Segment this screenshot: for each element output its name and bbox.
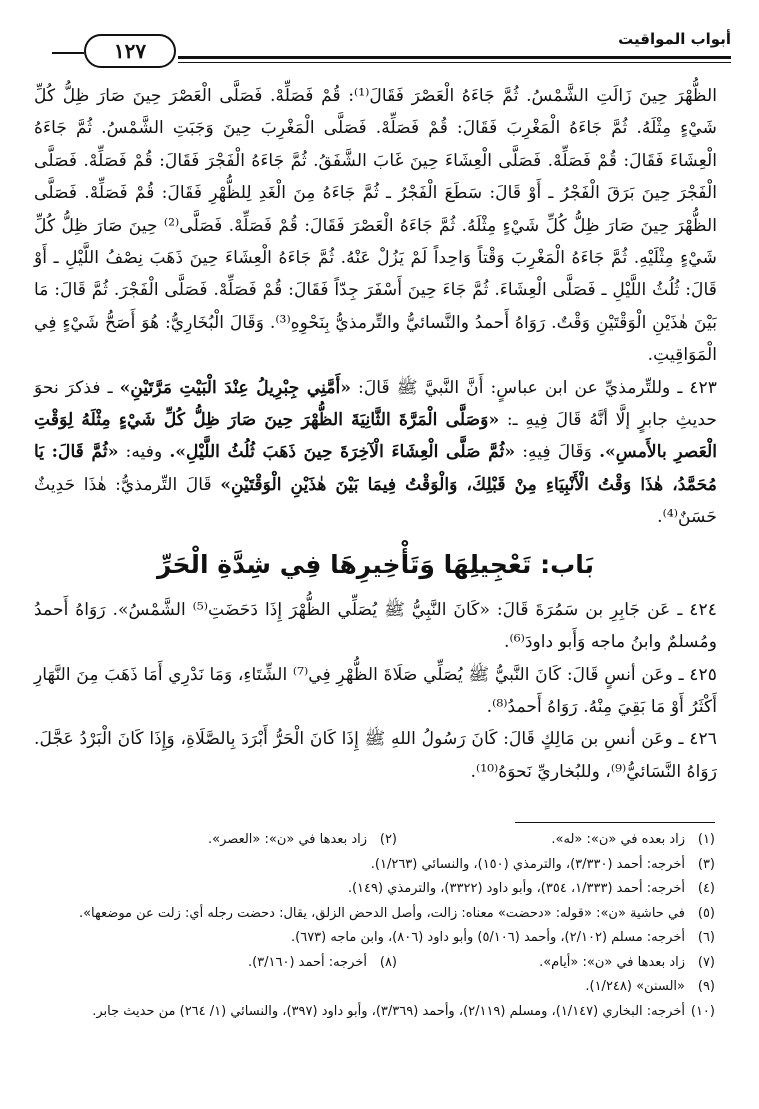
footnote-number: (٩) (697, 979, 715, 994)
hadith-423-end: قَالَ التِّرمذيُّ: هٰذَا حَدِيثٌ حَسَنٌ⁽⁴⁾. (34, 474, 717, 528)
footnote-text: أخرجه: مسلم (٢/١٠٢)، وأحمد (٥/١٠٦) وأبو داود (٨٠٦)، وابن ماجه (٦٧٣). (291, 930, 685, 945)
running-title: أبواب المواقيت (618, 30, 731, 48)
chapter-heading: بَاب: تَعْجِيلِهَا وَتَأْخِيرِهَا فِي شِدَّةِ الْحَرِّ (156, 549, 594, 579)
page-number: ١٢٧ (84, 34, 176, 68)
footnotes (34, 828, 715, 1024)
footnote-7 (397, 951, 715, 976)
footnote-6 (34, 926, 715, 951)
footnote-10 (34, 1000, 715, 1025)
hadith-424: ٤٢٤ ـ عَن جَابِرِ بن سَمُرَةَ قَالَ: «كَانَ النَّبِيُّ ﷺ يُصَلِّي الظُّهْرَ إِذَا دَحَضَتِ⁽⁵⁾ الشَّمْسُ». رَوَاهُ أَحمدُ ومُسلمٌ وابنُ ماجه وَأَبو داودَ⁽⁶⁾. (34, 599, 717, 653)
hadith-423-mid-1: ـ فذكرَ نحوَ حديثِ جابرٍ إلَّا أنَّهُ قَالَ فِيهِ ـ: (34, 377, 717, 431)
hadith-423-quote-4: «ثُمَّ قَالَ: يَا مُحَمَّدُ، هٰذَا وَقْتُ الْأَنْبِيَاءِ مِنْ قَبْلِكَ، وَالْوَقْتُ فِيمَا بَيْنَ هٰذَيْنِ الْوَقْتَيْنِ» (34, 442, 718, 495)
footnote-3 (34, 853, 715, 878)
header-rule-thick (178, 56, 731, 59)
footnote-number: (٧) (697, 954, 715, 970)
footnote-number: (٦) (697, 930, 715, 945)
footnote-9 (34, 975, 715, 1000)
footnote-number: (٢) (379, 832, 397, 847)
footnote-5 (34, 902, 715, 927)
footnote-row (34, 951, 715, 976)
footnote-4 (34, 877, 715, 902)
hadith-423-quote-3: «ثُمَّ صَلَّى الْعِشَاءَ الْآخِرَةَ حِينَ ذَهَبَ ثُلُثُ اللَّيْلِ». (169, 442, 516, 463)
footnote-number: (١٠) (690, 1003, 715, 1019)
main-text (34, 80, 717, 788)
hadith-423-mid-3: وفيه: (125, 442, 163, 463)
header-rule-thin (178, 62, 731, 63)
hadith-426: ٤٢٦ ـ وعَن أنسِ بن مَالِكٍ قَالَ: كَانَ رَسُولُ اللهِ ﷺ إِذَا كَانَ الْحَرُّ أَبْرَدَ بِالصَّلَاةِ، وَإِذَا كَانَ الْبَرْدُ عَجَّلَ. رَوَاهُ النَّسَائيُّ⁽⁹⁾، وللبُخاريِّ نَحوَهُ⁽¹⁰⁾. (34, 729, 717, 782)
header-rule-left (52, 52, 84, 54)
footnote-text: في حاشية «ن»: «قوله: «دحضت» معناه: زالت، وأصل الدحض الزلق، يقال: دحضت رجله أي: زلت عن موضعها». (78, 905, 685, 921)
footnote-row (34, 828, 715, 853)
hadith-425: ٤٢٥ ـ وعَن أنسٍ قَالَ: كَانَ النَّبيُّ ﷺ يُصَلِّي صَلَاةَ الظُّهْرِ فِي⁽⁷⁾ الشِّتَاءِ، وَمَا نَدْرِي أَمَا ذَهَبَ مِنَ النَّهَارِ أَكْثَرُ أَوْ مَا بَقِيَ مِنْهُ. رَوَاهُ أَحمدُ⁽⁸⁾. (34, 664, 717, 717)
footnote-2 (79, 828, 397, 853)
hadith-423-quote-1: «أَمَّنِي جِبْرِيلُ عِنْدَ الْبَيْتِ مَرَّتَيْنِ» (119, 377, 352, 398)
hadith-423-mid-2: وَقَالَ فِيهِ: (522, 442, 592, 463)
footnote-text: أخرجه: أحمد (١/٣٣٣، ٣٥٤)، وأبو داود (٣٣٢٢)، والترمذي (١٤٩). (347, 881, 685, 896)
footnote-8 (79, 951, 397, 976)
footnote-text: زاد بعدها في «ن»: «العصر». (208, 832, 367, 847)
footnote-text: أخرجه: البخاري (١/١٤٧)، ومسلم (٢/١١٩)، وأحمد (٣/٣٦٩)، وأبو داود (٣٩٧)، والنسائي (١/ ٢٦٤) من حديث جابر. (92, 1003, 685, 1019)
footnote-number: (٣) (697, 856, 715, 872)
footnote-text: أخرجه: أحمد (٣/١٦٠). (247, 954, 367, 970)
footnote-number: (٨) (379, 954, 397, 970)
footnote-number: (٥) (697, 905, 715, 921)
footnote-text: زاد بعدها في «ن»: «أيام». (539, 954, 685, 970)
footnote-number: (٤) (697, 881, 715, 896)
footnote-separator (515, 822, 715, 823)
hadith-423 (34, 372, 717, 534)
footnote-text: «السنن» (١/٢٤٨). (585, 979, 685, 994)
hadith-continuation: الظُّهْرَ حِينَ زَالَتِ الشَّمْسُ. ثُمَّ جَاءَهُ الْعَصْرَ فَقَالَ⁽¹⁾: قُمْ فَصَلِّهْ. فَصَلَّى الْعَصْرَ حِينَ صَارَ ظِلُّ كُلِّ شَيْءٍ مِثْلَهُ. ثُمَّ جَاءَهُ الْمَغْرِبَ فَقَالَ: قُمْ فَصَلِّهْ. فَصَلَّى الْمَغْرِبَ حِينَ وَجَبَتِ الشَّمْسُ. ثُمَّ جَاءَهُ الْعِشَاءَ فَقَالَ: قُمْ فَصَلِّهْ. فَصَلَّى الْعِشَاءَ حِينَ غَابَ الشَّفَقُ. ثُمَّ جَاءَهُ الْفَجْرَ فَقَالَ: قُمْ فَصَلِّهْ. فَصَلَّى الْفَجْرَ حِينَ بَرَقَ الْفَجْرُ ـ أَوْ قَالَ: سَطَعَ الْفَجْرُ ـ ثُمَّ جَاءَهُ مِنَ الْغَدِ لِلظُّهْرِ فَقَالَ: قُمْ فَصَلِّهْ. فَصَلَّى الظُّهْرَ حِينَ صَارَ ظِلُّ كُلِّ شَيْءٍ مِثْلَهُ. ثُمَّ جَاءَهُ الْعَصْرَ فَقَالَ: قُمْ فَصَلِّهْ. فَصَلَّى⁽²⁾ حِينَ صَارَ ظِلُّ كُلِّ شَيْءٍ مِثْلَيْهِ. ثُمَّ جَاءَهُ الْمَغْرِبَ وَقْتاً وَاحِداً لَمْ يَزُلْ عَنْهُ. ثُمَّ جَاءَهُ الْعِشَاءَ حِينَ ذَهَبَ نِصْفُ اللَّيْلِ ـ أَوْ قَالَ: ثُلُثُ اللَّيْلِ ـ فَصَلَّى الْعِشَاءَ. ثُمَّ جَاءَ حِينَ أَسْفَرَ جِدّاً فَقَالَ: قُمْ فَصَلِّهْ. فَصَلَّى الْفَجْرَ. ثُمَّ قَالَ: مَا بَيْنَ هٰذَيْنِ الْوَقْتَيْنِ وَقْتٌ. رَوَاهُ أَحمدُ والنَّسائيُّ والتِّرمذيُّ بِنَحْوِهِ⁽³⁾. وَقَالَ الْبُخَارِيُّ: هُوَ أَصَحُّ شَيْءٍ فِي الْمَوَاقِيتِ. (34, 86, 717, 366)
footnote-1 (397, 828, 715, 853)
footnote-number: (١) (697, 832, 715, 847)
hadith-423-quote-2: «وَصَلَّى الْمَرَّةَ الثَّانِيَةَ الظُّهْرَ حِينَ صَارَ ظِلُّ كُلِّ شَيْءٍ مِثْلَهُ لِوَقْتِ الْعَصرِ بالأَمسِ». (34, 410, 718, 463)
hadith-423-intro: ٤٢٣ ـ وللتِّرمذيِّ عن ابن عباسٍ: أَنَّ النَّبيَّ ﷺ قَالَ: (358, 377, 718, 398)
footnote-text: زاد بعده في «ن»: «له». (551, 832, 685, 847)
page-header (60, 26, 731, 72)
footnote-text: أخرجه: أحمد (٣/٣٣٠)، والترمذي (١٥٠)، والنسائي (١/٢٦٣). (370, 856, 685, 872)
